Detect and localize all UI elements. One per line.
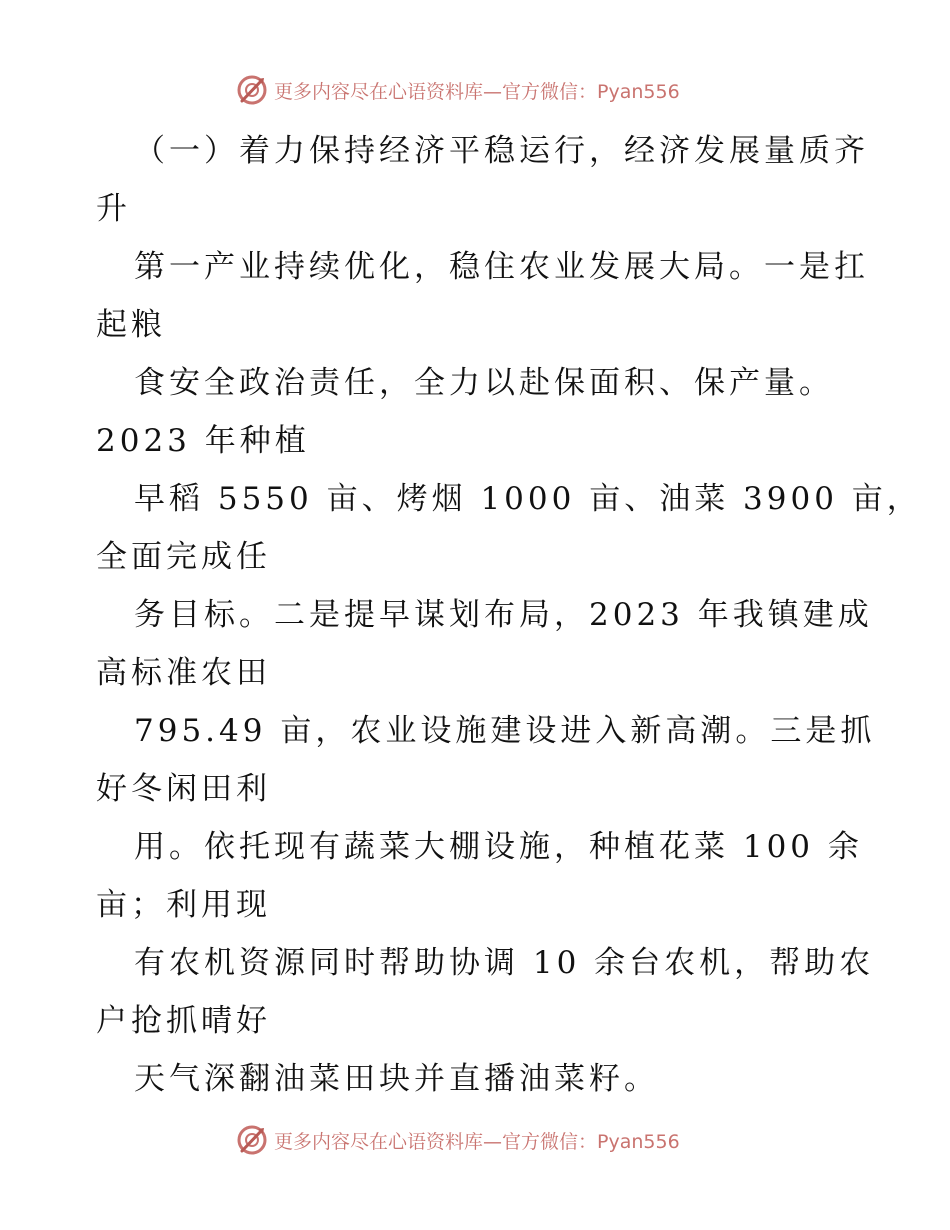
text-line: 第一产业持续优化，稳住农业发展大局。一是扛 — [134, 249, 869, 285]
text-line: （一）着力保持经济平稳运行，经济发展量质齐 — [134, 133, 869, 169]
document-body — [96, 122, 922, 1108]
text-line: 2023 年种植 — [96, 423, 310, 459]
text-line: 795.49 亩，农业设施建设进入新高潮。三是抓 — [134, 713, 876, 749]
text-line: 用。依托现有蔬菜大棚设施，种植花菜 100 余 — [134, 829, 863, 865]
text-line: 早稻 5550 亩、烤烟 1000 亩、油菜 3900 亩， — [134, 481, 922, 517]
header-watermark — [236, 72, 680, 108]
text-line: 亩；利用现 — [96, 887, 271, 923]
logo-icon — [236, 1124, 268, 1156]
footer-watermark — [236, 1122, 680, 1158]
watermark-text: 更多内容尽在心语资料库—官方微信：Pyan556 — [274, 1130, 680, 1153]
text-line: 全面完成任 — [96, 539, 271, 575]
text-line: 天气深翻油菜田块并直播油菜籽。 — [134, 1061, 659, 1097]
text-line: 务目标。二是提早谋划布局，2023 年我镇建成 — [134, 597, 873, 633]
text-line: 有农机资源同时帮助协调 10 余台农机，帮助农 — [134, 945, 875, 981]
text-line: 起粮 — [96, 307, 166, 343]
text-line: 高标准农田 — [96, 655, 271, 691]
text-line: 食安全政治责任，全力以赴保面积、保产量。 — [134, 365, 834, 401]
text-line: 升 — [96, 191, 131, 227]
logo-icon — [236, 74, 268, 106]
text-line: 户抢抓晴好 — [96, 1003, 271, 1039]
watermark-text: 更多内容尽在心语资料库—官方微信：Pyan556 — [274, 80, 680, 103]
text-line: 好冬闲田利 — [96, 771, 271, 807]
